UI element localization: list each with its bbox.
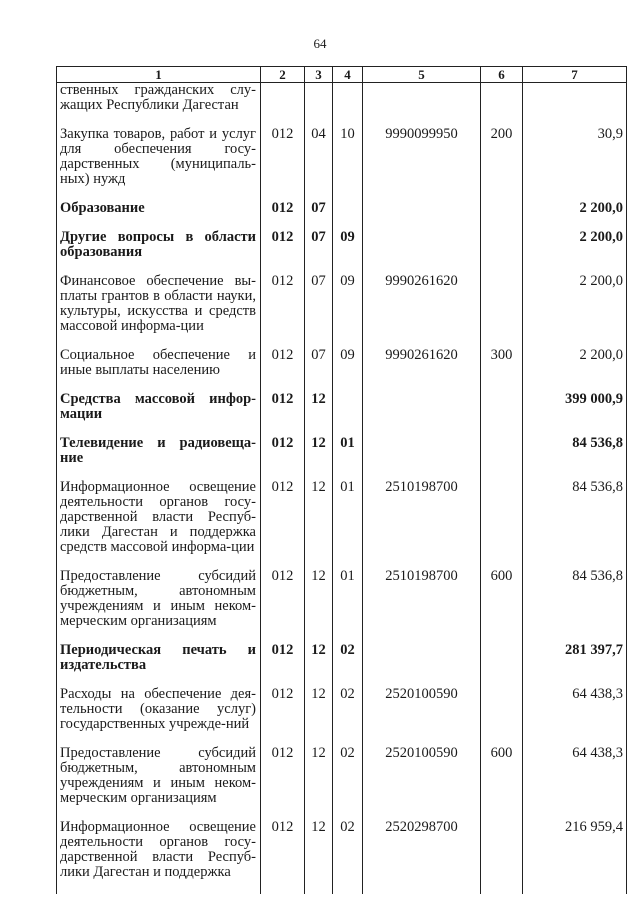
budget-table xyxy=(56,66,627,894)
admin-code: 012 xyxy=(261,820,305,894)
section-code: 12 xyxy=(305,392,333,436)
admin-code: 012 xyxy=(261,392,305,436)
admin-code: 012 xyxy=(261,687,305,746)
section-code: 07 xyxy=(305,348,333,392)
row-name: Средства массовой инфор-мации xyxy=(57,392,261,436)
admin-code: 012 xyxy=(261,436,305,480)
admin-code: 012 xyxy=(261,127,305,201)
amount: 281 397,7 xyxy=(523,643,627,687)
section-code: 07 xyxy=(305,201,333,230)
target-article-code xyxy=(363,643,481,687)
row-name: Социальное обеспечение и иные выплаты населению xyxy=(57,348,261,392)
amount: 216 959,4 xyxy=(523,820,627,894)
amount: 2 200,0 xyxy=(523,230,627,274)
subsection-code: 10 xyxy=(333,127,363,201)
subsection-code: 02 xyxy=(333,687,363,746)
amount: 2 200,0 xyxy=(523,348,627,392)
section-code: 12 xyxy=(305,436,333,480)
header-cell: 5 xyxy=(363,67,481,83)
subsection-code xyxy=(333,83,363,128)
table-row xyxy=(57,480,627,569)
admin-code: 012 xyxy=(261,643,305,687)
table-row xyxy=(57,643,627,687)
expense-type-code: 600 xyxy=(481,746,523,820)
table-row xyxy=(57,83,627,128)
table-row xyxy=(57,436,627,480)
target-article-code: 2520298700 xyxy=(363,820,481,894)
amount: 84 536,8 xyxy=(523,436,627,480)
table-row xyxy=(57,127,627,201)
expense-type-code xyxy=(481,480,523,569)
expense-type-code xyxy=(481,230,523,274)
admin-code: 012 xyxy=(261,201,305,230)
target-article-code: 2520100590 xyxy=(363,746,481,820)
amount: 399 000,9 xyxy=(523,392,627,436)
expense-type-code xyxy=(481,392,523,436)
admin-code: 012 xyxy=(261,348,305,392)
header-cell: 1 xyxy=(57,67,261,83)
header-cell: 2 xyxy=(261,67,305,83)
admin-code: 012 xyxy=(261,230,305,274)
section-code: 07 xyxy=(305,230,333,274)
subsection-code: 02 xyxy=(333,643,363,687)
subsection-code: 01 xyxy=(333,569,363,643)
subsection-code: 09 xyxy=(333,274,363,348)
section-code: 12 xyxy=(305,569,333,643)
table-row xyxy=(57,274,627,348)
expense-type-code: 600 xyxy=(481,569,523,643)
row-name: Информационное освещение деятельности органов госу-дарственной власти Респуб-лики Дагестан и поддержка xyxy=(57,820,261,894)
admin-code: 012 xyxy=(261,569,305,643)
expense-type-code: 200 xyxy=(481,127,523,201)
row-name: Другие вопросы в области образования xyxy=(57,230,261,274)
amount: 64 438,3 xyxy=(523,746,627,820)
expense-type-code: 300 xyxy=(481,348,523,392)
header-cell: 4 xyxy=(333,67,363,83)
admin-code: 012 xyxy=(261,480,305,569)
table-row xyxy=(57,746,627,820)
expense-type-code xyxy=(481,201,523,230)
expense-type-code xyxy=(481,643,523,687)
table-row xyxy=(57,687,627,746)
header-cell: 6 xyxy=(481,67,523,83)
row-name: Предоставление субсидий бюджетным, автономным учреждениям и иным неком-мерческим организациям xyxy=(57,746,261,820)
section-code: 12 xyxy=(305,687,333,746)
row-name: Телевидение и радиовеща-ние xyxy=(57,436,261,480)
subsection-code: 02 xyxy=(333,746,363,820)
subsection-code: 01 xyxy=(333,436,363,480)
row-name: Финансовое обеспечение вы-платы грантов в области науки, культуры, искусства и средств массовой информа-ции xyxy=(57,274,261,348)
target-article-code xyxy=(363,436,481,480)
target-article-code: 2510198700 xyxy=(363,569,481,643)
target-article-code: 2520100590 xyxy=(363,687,481,746)
row-name: Закупка товаров, работ и услуг для обеспечения госу-дарственных (муниципаль-ных) нужд xyxy=(57,127,261,201)
subsection-code xyxy=(333,201,363,230)
admin-code: 012 xyxy=(261,746,305,820)
row-name: Образование xyxy=(57,201,261,230)
subsection-code: 09 xyxy=(333,230,363,274)
target-article-code: 9990261620 xyxy=(363,348,481,392)
expense-type-code xyxy=(481,436,523,480)
subsection-code xyxy=(333,392,363,436)
row-name: Периодическая печать и издательства xyxy=(57,643,261,687)
expense-type-code xyxy=(481,687,523,746)
row-name: Информационное освещение деятельности органов госу-дарственной власти Респуб-лики Дагестан и поддержка средств массовой информа-ции xyxy=(57,480,261,569)
subsection-code: 02 xyxy=(333,820,363,894)
section-code: 12 xyxy=(305,820,333,894)
section-code: 04 xyxy=(305,127,333,201)
section-code: 12 xyxy=(305,480,333,569)
table-row xyxy=(57,348,627,392)
section-code: 07 xyxy=(305,274,333,348)
amount: 64 438,3 xyxy=(523,687,627,746)
section-code xyxy=(305,83,333,128)
row-name: Предоставление субсидий бюджетным, автономным учреждениям и иным неком-мерческим организациям xyxy=(57,569,261,643)
amount: 2 200,0 xyxy=(523,274,627,348)
table-row xyxy=(57,201,627,230)
table-header-row xyxy=(57,67,627,83)
subsection-code: 09 xyxy=(333,348,363,392)
amount: 2 200,0 xyxy=(523,201,627,230)
table-row xyxy=(57,230,627,274)
expense-type-code xyxy=(481,274,523,348)
row-name: Расходы на обеспечение дея-тельности (оказание услуг) государственных учрежде-ний xyxy=(57,687,261,746)
section-code: 12 xyxy=(305,746,333,820)
target-article-code xyxy=(363,230,481,274)
table-row xyxy=(57,820,627,894)
section-code: 12 xyxy=(305,643,333,687)
target-article-code: 9990261620 xyxy=(363,274,481,348)
page-number: 64 xyxy=(313,36,327,51)
table-row xyxy=(57,392,627,436)
table-row xyxy=(57,569,627,643)
expense-type-code xyxy=(481,83,523,128)
header-cell: 3 xyxy=(305,67,333,83)
admin-code: 012 xyxy=(261,274,305,348)
amount: 84 536,8 xyxy=(523,569,627,643)
target-article-code xyxy=(363,392,481,436)
amount: 84 536,8 xyxy=(523,480,627,569)
expense-type-code xyxy=(481,820,523,894)
subsection-code: 01 xyxy=(333,480,363,569)
amount: 30,9 xyxy=(523,127,627,201)
admin-code xyxy=(261,83,305,128)
target-article-code xyxy=(363,201,481,230)
target-article-code: 9990099950 xyxy=(363,127,481,201)
target-article-code xyxy=(363,83,481,128)
target-article-code: 2510198700 xyxy=(363,480,481,569)
row-name: ственных гражданских слу-жащих Республики Дагестан xyxy=(57,83,261,128)
header-cell: 7 xyxy=(523,67,627,83)
amount xyxy=(523,83,627,128)
